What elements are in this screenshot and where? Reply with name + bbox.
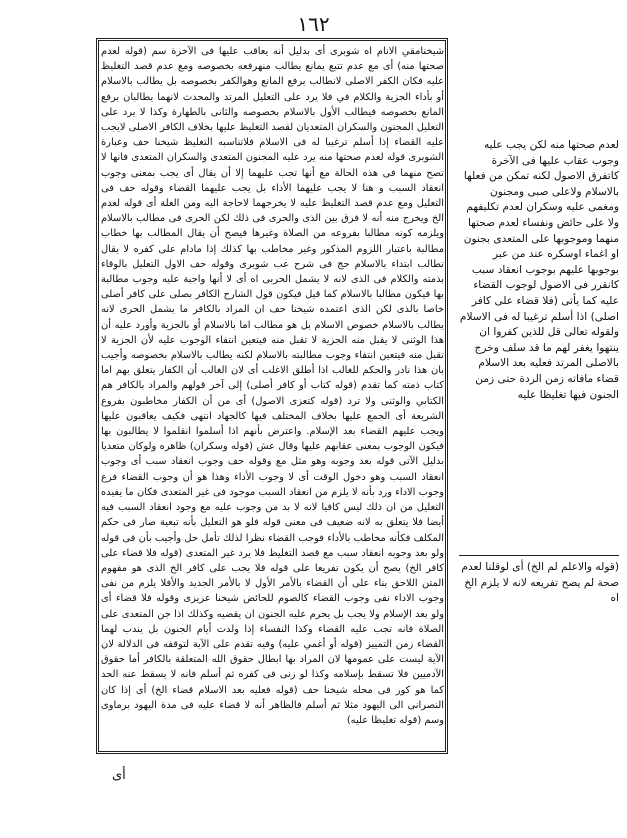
catchword: أى <box>112 768 126 783</box>
page-number: ١٦٢ <box>297 12 330 36</box>
margin-gloss <box>459 138 619 403</box>
margin-footnote-text: (قوله والاعلم لم الخ) أى لوقلنا لعدم صحة لم يصح تفريعه لانه لا يلزم الخ اه <box>461 561 619 605</box>
main-text-paragraph: شيخنامقي الانام اه شوبرى أى بدليل أنه يعاقب عليها فى الآخرة سم (قوله لعدم صحتها منه) أى مع عدم تتبع يمانع يطالب منهرفعه بخصوصه ومع عدم قصد التغليظ عليه فكان الكفر الاصلى لانطالب برفع المانع وهوالكفر بخصوصه بل يطالب بالاسلام أو بأداء الجزية والكلام في فلا يرد على التعليل المرتد والمحدث لانهما يطالبان برفع المانع بخصوصه فيطالب الأول بالاسلام بخصوصه والثانى بالطهارة وكذا لا يرد على التعليل المجنون والسكران المتعديان لقصد التغليظ عليها بخلاف الكافر الاصلى لايجب عليه القضاء إذا أسلم ترغيبا له فى الاسلام فلاتناسبه التغليظ شيخنا حف وعبارة الشوبرى قوله لعدم صحتها منه يرد عليه المجنون المتعدى والسكران المتعدى فانها لا تصح منهما فى هذه الحالة مع أنها تجب عليهما إلا أن يقال أى يجب بمعنى وجوب انعقاد السبب و هنا لا يجب عليهما الأداء بل يجب عليهما القضاء وقوله حف فى التعليل ومع عدم قصد التغليظ عليه لا يخرجهما لاحاجة اليه ومن العلة أى قوله لعدم الخ ويخرج منه أنه لا فرق بين الذى والحرى فى ذلك لكن الحرى فى مطالب بالاسلام ويلزمه كونه مطالبا بفروعه من الصلاة وغيرها فيصح أن يقال المطالب بها خطاب مطالبة باعتبار اللزوم المذكور وغير مخاطب بها كذلك إذا مادام على كفره لا يقال تطالب ابتداء بالاسلام حج فى شرح عب شوبرى وقوله حف الاول التعليل بالوقاء بذمته والكلام فى الذى لانه لا يشمل الحربى اه أى لا أنها واجبة عليه وجوب مطالبة بها فيكون مطالبا بالاسلام كما قيل فيكون قول الشارح الكافر بصلى على كافر أصلى خاصا بالذى لكن الذى اعتمده شيخنا حف ان المراد بالكافر ما يشمل الحرى لانه يطالب بالاسلام خصوص الاسلام بل هو مطالب اما بالاسلام أو بالجزية وأورد عليه أن هذا الوثنى لا يقبل منه الجزية لا تقبل منه فيتعين انتفاء الوجوب عليه لأن الجزية لا تقبل منه فيتعين انتفاء وجوب مطالبته بالاسلام لكنه يطالب بالاسلام بخصوصه وأجيب بان هذا نادر والحكم للغالب اذا أطلق الاغلب أى لان الغالب أن الكفار يتعلق بهم اما كتاب ذمته كما تقدم (قوله كتاب أو كافر أصلى) إلى آخر قولهم والمراد بالكافر هم الكتابي والوثنى ولا ترد (قوله كتعزى الاصول) أى من أن الكفار مخاطبون بفروع الشريعة أى الجمع عليها بخلاف المختلف فيها كالجهاد انتهى فكيف يعاقبون عليها ويجب عليهم القضاء بعد الإسلام. واعترض بأنهم اذا أسلموا انقلموا لا يطالبون بها فيكون الوجوب بمعنى عقابهم عليها وقال عش (قوله وسكران) ظاهره ولوكان متعديا بدليل الآتى قوله بعد وجوبه وهو مثل مع وقوله حف وجوب انعقاد سبب أى وجوب انعقاد السبب وهو دخول الوقت أى لا وجوب الأداء وهذا هو أن وجوب القضاء فرع وجوب الاداء ورد بأنه لا يلزم من انعقاد السبب موجود فى غير المتعدى فكان ما يفيده التعليل من ان ذلك ليس كافيا لانه لا بد من وجوب عليه مع وجود انعقاد السبب فيه أيضا فلا يتعلق به لانه ضعيف فى معنى قوله فلو هو التعليل بأنه تبعية صار فى حكم المكلف فكأنه مخاطب بالأداء فوجب القضاء نظرا لذلك تأمل حل وأجيب بأن فى قوله ولو بعد وجوبه انعقاد سبب مع قصد التغليظ فلا يرد غير المتعدى (قوله فلا قضاء على كافر الخ) يصح أن يكون تفريعا على قوله فلا يجب على كافر الخ الذى هو مفهوم المتن اللاحق بناء على أن القضاء بالأمر الأول لا بالأمر الجديد والأفلا يلزم من نفى وجوب الاداء نفى وجوب القضاء كالصوم للحائض شيخنا عزيزى وقوله فلا قضاء أى ولو بعد الإسلام ولا يجب بل يحرم عليه الجنون ان يقضيه وكذلك اذا جن المتعدى على الصلاة فانه تجب عليه القضاء وكذا النفساء إذا ولدت أيام الجنون بل يندب لهما القضاء زمن التمييز (قوله أو أغمي عليه) وفيه تقدم على الآية لتوقفه فى الدلالة لان الآية ليست على عمومها لان المراد بها ابطال حقوق الله المتعلقة بالكافر أما حقوق الآدميين فلا تسقط بإسلامه وكذا لو زنى فى كفره ثم أسلم فانه لا يسقط عنه الحد كما هو كور فى محله شيخنا حف (قوله فعليه بعد الاسلام قضاء الخ) أى إذا كان النصرانى الى اليهود مثلا ثم أسلم فالظاهر أنه لا قضاء عليه فى مدة اليهود برماوى وسم (قوله تغليظا عليه) <box>101 46 444 726</box>
margin-divider <box>459 555 619 556</box>
margin-gloss-text: لعدم صحتها منه لكن يجب عليه وجوب عقاب عليها فى الآخرة كاتفرق الاصول لكنه تمكن من فعلها بالاسلام ولاعلى صبى ومجنون ومغمى عليه وسكران لعدم تكليفهم ولا على حائض ونفساء لعدم صحتها منهما وموجوبها على المتعدى بجنون او اغماء اوسكره عند من عبر بوجوبها عليهم بوجوب انعقاد سبب كانقرر فى الاصول لوجوب القضاء عليه كما يأتى (فلا قضاء على كافر اصلى) اذا أسلم ترغيبا له فى الاسلام ولقوله تعالى قل للذين كفروا ان ينتهوا يغفر لهم ما قد سلف وخرج بالاصلى المرتد فعليه بعد الاسلام قضاء مافاته زمن الردة حتى زمن الجنون فيها تغليظا عليه <box>459 139 619 401</box>
margin-footnote <box>459 560 619 607</box>
main-text-block <box>101 44 444 749</box>
